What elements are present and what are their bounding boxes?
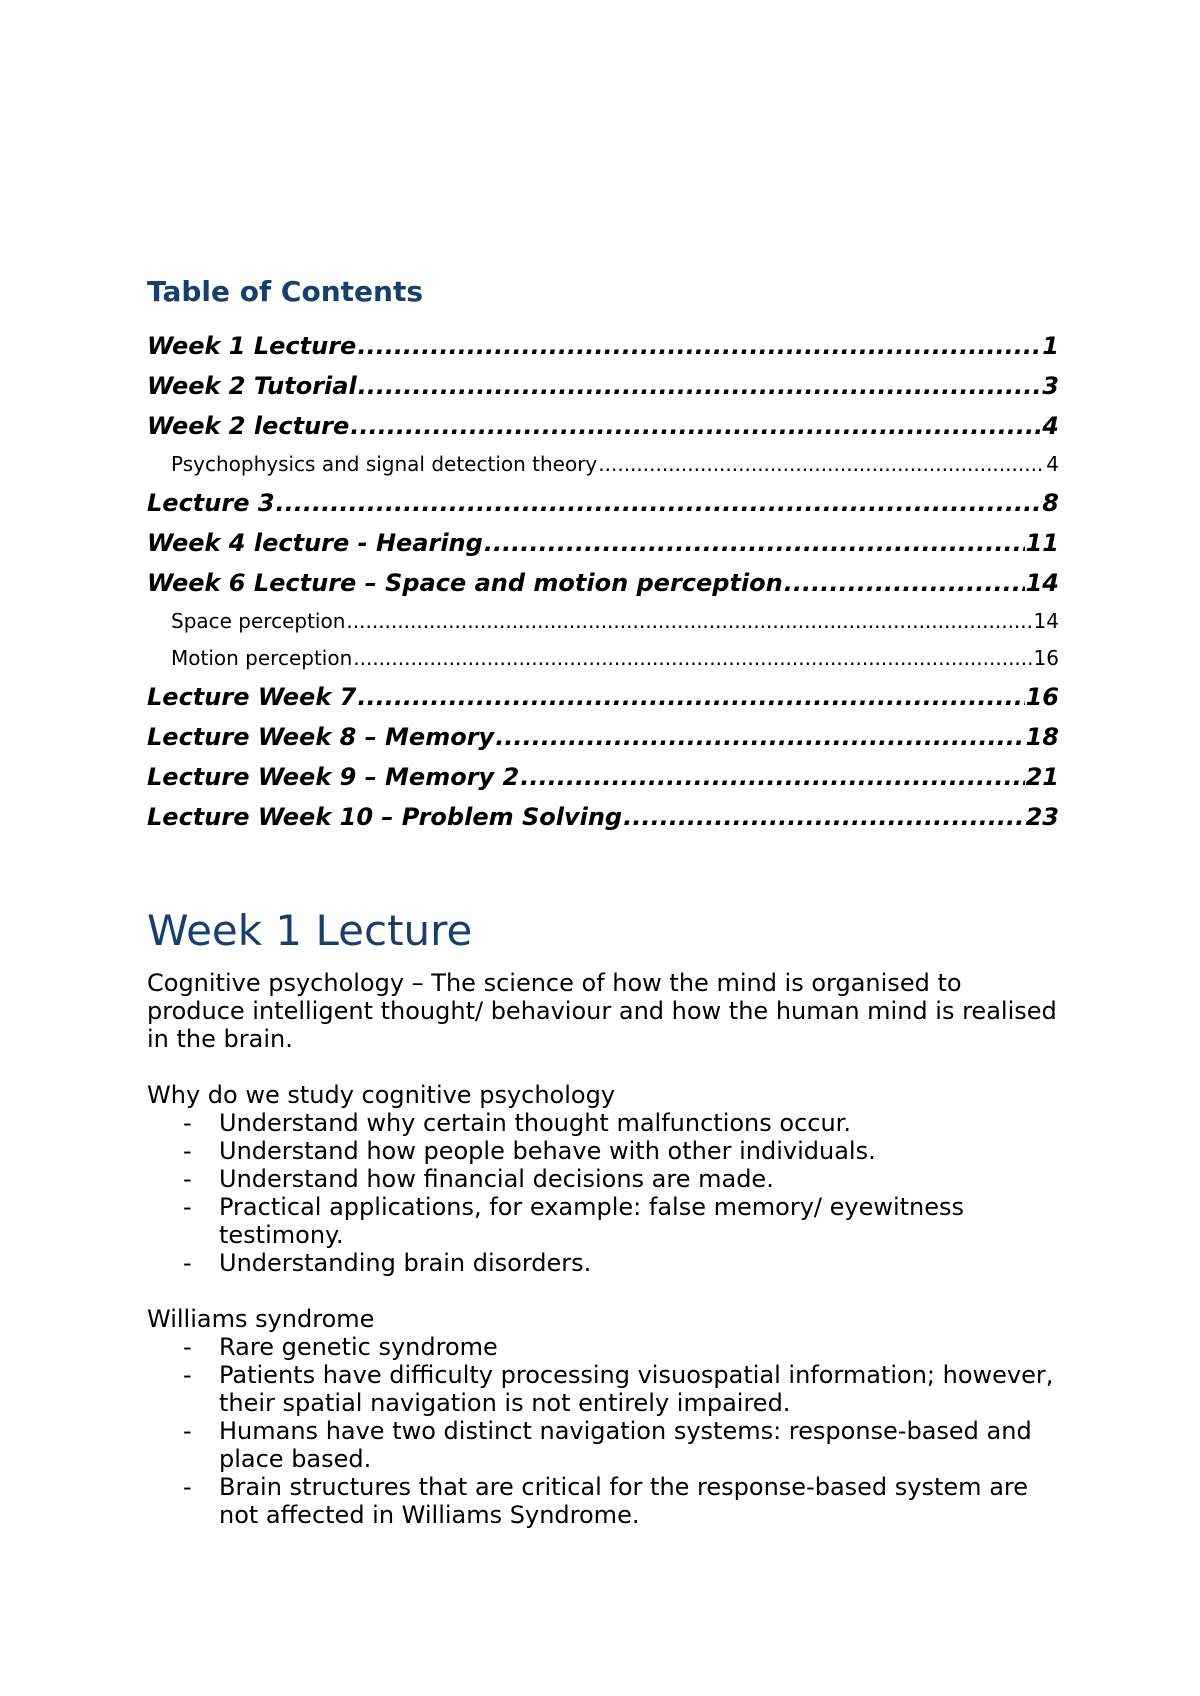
list-item-text: Understand how financial decisions are made.: [219, 1165, 774, 1193]
toc-entry-label: Week 2 Tutorial: [147, 372, 357, 400]
toc-entry[interactable]: [147, 366, 1059, 406]
toc-dot-leader: [598, 446, 1045, 483]
list-item: [147, 1473, 1059, 1529]
toc-dot-leader: [353, 640, 1032, 677]
list-heading: Williams syndrome: [147, 1305, 375, 1333]
list-item: [147, 1193, 1059, 1249]
list-item-text: Understanding brain disorders.: [219, 1249, 592, 1277]
toc-entry-page-number: 16: [1025, 683, 1059, 711]
toc-entry-label: Space perception: [171, 609, 346, 633]
toc-entry-label: Week 6 Lecture – Space and motion perception: [147, 569, 783, 597]
list-item: [147, 1333, 1059, 1361]
toc-dot-leader: [358, 366, 1042, 406]
bullet-dash-icon: -: [183, 1109, 192, 1137]
list-item: [147, 1361, 1059, 1417]
list-item: [147, 1165, 1059, 1193]
bullet-dash-icon: -: [183, 1473, 192, 1501]
toc-entry[interactable]: [147, 677, 1059, 717]
list-item-text: Practical applications, for example: false memory/ eyewitness testimony.: [219, 1193, 965, 1249]
toc-entry[interactable]: [147, 757, 1059, 797]
toc-dot-leader: [495, 717, 1024, 757]
bullet-dash-icon: -: [183, 1417, 192, 1445]
toc-entry-page-number: 8: [1042, 489, 1059, 517]
toc-entry-page-number: 21: [1025, 763, 1059, 791]
toc-entry-page-number: 4: [1042, 412, 1059, 440]
section-body: [147, 969, 1059, 1529]
toc-entry[interactable]: [147, 603, 1059, 640]
toc-entry-page-number: 3: [1042, 372, 1059, 400]
list-item: [147, 1249, 1059, 1277]
toc-entry[interactable]: [147, 797, 1059, 837]
list-item: [147, 1109, 1059, 1137]
intro-paragraph: Cognitive psychology – The science of how the mind is organised to produce intelligent thought/ behaviour and how the human mind is realised in the brain.: [147, 969, 1057, 1053]
toc-entry[interactable]: [147, 717, 1059, 757]
toc-entry-label: Lecture Week 8 – Memory: [147, 723, 495, 751]
bullet-dash-icon: -: [183, 1361, 192, 1389]
toc-entry-page-number: 16: [1033, 646, 1059, 670]
toc-entry[interactable]: [147, 446, 1059, 483]
toc-dot-leader: [784, 563, 1025, 603]
page-content: [147, 272, 1059, 1557]
toc-entry-label: Psychophysics and signal detection theory: [171, 452, 598, 476]
toc-entry-page-number: 23: [1025, 803, 1059, 831]
table-of-contents: [147, 326, 1059, 837]
toc-entry[interactable]: [147, 406, 1059, 446]
toc-entry-page-number: 11: [1025, 529, 1059, 557]
bullet-list: [147, 1109, 1059, 1277]
bullet-lists: [147, 1081, 1059, 1529]
toc-entry-page-number: 14: [1025, 569, 1059, 597]
toc-entry[interactable]: [147, 483, 1059, 523]
toc-dot-leader: [484, 523, 1025, 563]
toc-entry-label: Week 1 Lecture: [147, 332, 357, 360]
list-item-text: Patients have difficulty processing visuospatial information; however, their spatial navigation is not entirely impaired.: [219, 1361, 1054, 1417]
toc-entry[interactable]: [147, 563, 1059, 603]
toc-entry-page-number: 14: [1033, 609, 1059, 633]
toc-dot-leader: [350, 406, 1041, 446]
toc-dot-leader: [623, 797, 1024, 837]
toc-entry[interactable]: [147, 326, 1059, 366]
list-item: [147, 1137, 1059, 1165]
toc-title: Table of Contents: [147, 275, 424, 308]
list-item: [147, 1417, 1059, 1473]
bullet-dash-icon: -: [183, 1333, 192, 1361]
list-item-text: Humans have two distinct navigation systems: response-based and place based.: [219, 1417, 1032, 1473]
toc-entry[interactable]: [147, 640, 1059, 677]
toc-entry[interactable]: [147, 523, 1059, 563]
section-heading: Week 1 Lecture: [147, 906, 473, 955]
toc-entry-page-number: 4: [1046, 452, 1059, 476]
toc-dot-leader: [276, 483, 1042, 523]
toc-entry-label: Week 2 lecture: [147, 412, 350, 440]
bullet-dash-icon: -: [183, 1249, 192, 1277]
toc-dot-leader: [357, 326, 1041, 366]
toc-dot-leader: [346, 603, 1032, 640]
toc-entry-label: Lecture Week 7: [147, 683, 357, 711]
list-item-text: Understand how people behave with other individuals.: [219, 1137, 876, 1165]
list-item-text: Understand why certain thought malfunctions occur.: [219, 1109, 851, 1137]
toc-dot-leader: [520, 757, 1024, 797]
toc-dot-leader: [357, 677, 1024, 717]
list-heading: Why do we study cognitive psychology: [147, 1081, 616, 1109]
bullet-dash-icon: -: [183, 1137, 192, 1165]
bullet-list: [147, 1333, 1059, 1529]
toc-entry-label: Motion perception: [171, 646, 353, 670]
toc-entry-page-number: 18: [1025, 723, 1059, 751]
toc-entry-label: Lecture Week 9 – Memory 2: [147, 763, 520, 791]
toc-entry-label: Lecture Week 10 – Problem Solving: [147, 803, 623, 831]
toc-entry-page-number: 1: [1042, 332, 1059, 360]
bullet-dash-icon: -: [183, 1165, 192, 1193]
toc-entry-label: Lecture 3: [147, 489, 275, 517]
toc-entry-label: Week 4 lecture - Hearing: [147, 529, 483, 557]
list-item-text: Rare genetic syndrome: [219, 1333, 498, 1361]
list-item-text: Brain structures that are critical for the response-based system are not affected in Williams Syndrome.: [219, 1473, 1029, 1529]
bullet-dash-icon: -: [183, 1193, 192, 1221]
